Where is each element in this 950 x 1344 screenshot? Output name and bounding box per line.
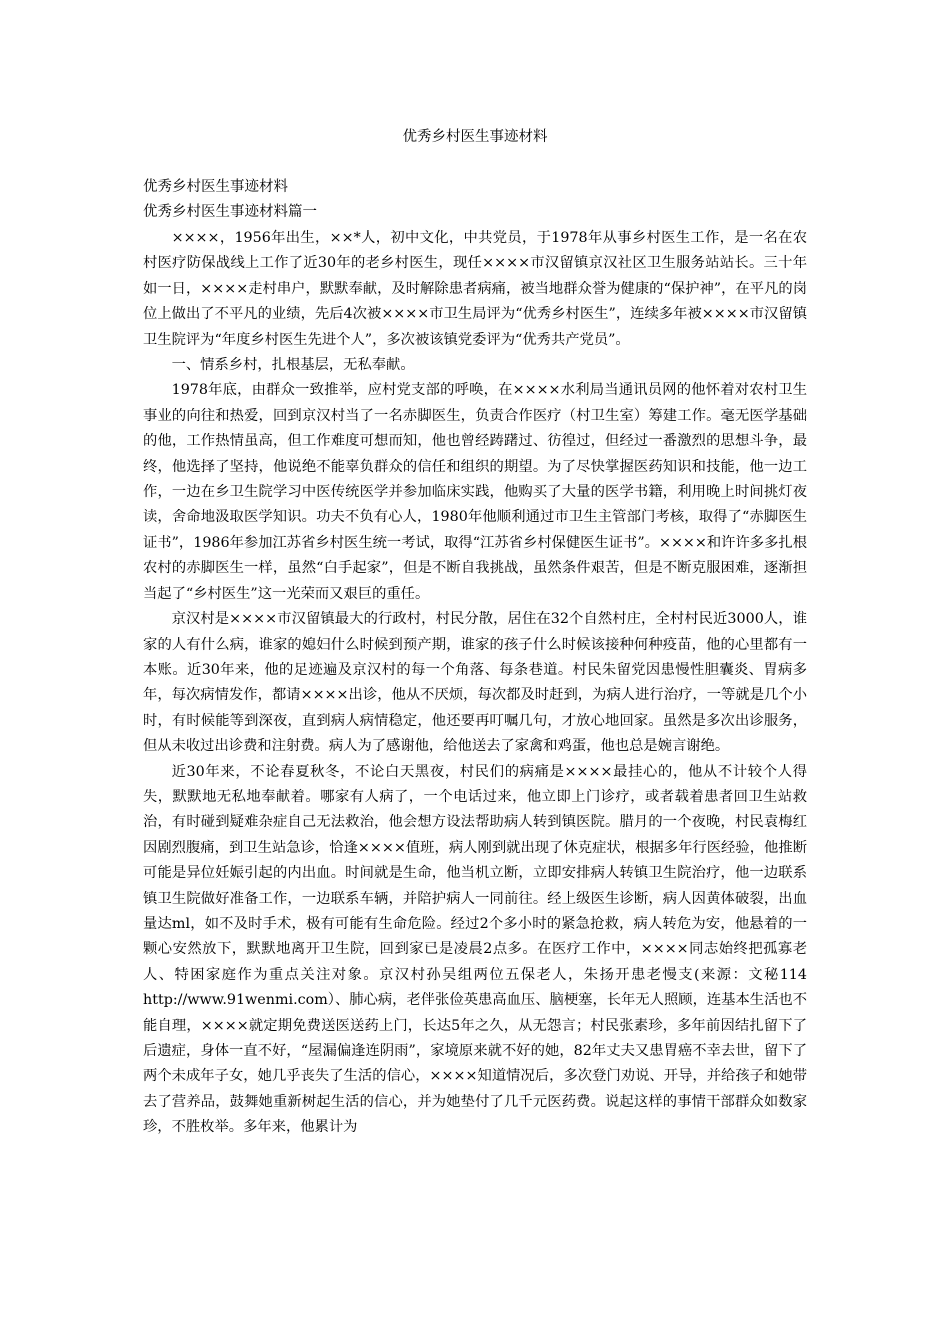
section-heading-1: 一、情系乡村，扎根基层，无私奉献。	[171, 357, 415, 374]
document-heading: 优秀乡村医生事迹材料	[143, 179, 288, 195]
paragraph-30-years: 近30年来，不论春夏秋冬，不论白天黑夜，村民们的病痛是××××最挂心的，他从不计较个人得失，默默地无私地奉献着。哪家有人病了，一个电话过来，他立即上门诊疗，或者载着患者回卫生站救治，有时碰到疑难杂症自己无法救治，他会想方设法帮助病人转到镇医院。腊月的一个夜晚，村民袁梅红因剧烈腹痛，到卫生站急诊，恰逢××××值班，病人刚到就出现了休克症状，根据多年行医经验，他推断可能是异位妊娠引起的内出血。时间就是生命，他当机立断，立即安排病人转镇卫生院治疗，他一边联系镇卫生院做好准备工作，一边联系车辆，并陪护病人一同前往。经上级医生诊断，病人因黄体破裂，出血量达ml，如不及时手术，极有可能有生命危险。经过2个多小时的紧急抢救，病人转危为安，他悬着的一颗心安然放下，默默地离开卫生院，回到家已是凌晨2点多。在医疗工作中，××××同志始终把孤寡老人、特困家庭作为重点关注对象。京汉村孙吴组两位五保老人，朱扬开患老慢支(来源：文秘114 http://www.91wenmi.com）、肺心病，老伴张俭英患高血压、脑梗塞，长年无人照顾，连基本生活也不能自理，××××就定期免费送医送药上门，长达5年之久，从无怨言；村民张素珍，多年前因结扎留下了后遗症，身体一直不好，“屋漏偏逢连阴雨”，家境原来就不好的她，82年丈夫又患胃癌不幸去世，留下了两个未成年子女，她几乎丧失了生活的信心，××××知道情况后，多次登门劝说、开导，并给孩子和她带去了营养品，鼓舞她重新树起生活的信心，并为她垫付了几千元医药费。说起这样的事情干部群众如数家珍，不胜枚举。多年来，他累计为	[143, 763, 807, 1136]
paragraph-jinghan-village: 京汉村是××××市汉留镇最大的行政村，村民分散，居住在32个自然村庄，全村村民近3000人，谁家的人有什么病，谁家的媳妇什么时候到预产期，谁家的孩子什么时候该接种何种疫苗，他的心里都有一本账。近30年来，他的足迹遍及京汉村的每一个角落、每条巷道。村民朱留党因患慢性胆囊炎、胃病多年，每次病情发作，都请××××出诊，他从不厌烦，每次都及时赶到，为病人进行治疗，一等就是几个小时，有时候能等到深夜，直到病人病情稳定，他还要再叮嘱几句，才放心地回家。虽然是多次出诊服务，但从未收过出诊费和注射费。病人为了感谢他，给他送去了家禽和鸡蛋，他也总是婉言谢绝。	[143, 611, 807, 755]
paragraph-1978: 1978年底，由群众一致推举，应村党支部的呼唤，在××××水利局当通讯员网的他怀着对农村卫生事业的向往和热爱，回到京汉村当了一名赤脚医生，负责合作医疗（村卫生室）筹建工作。毫无医学基础的他，工作热情虽高，但工作难度可想而知，他也曾经踌躇过、彷徨过，但经过一番激烈的思想斗争，最终，他选择了坚持，他说绝不能辜负群众的信任和组织的期望。为了尽快掌握医药知识和技能，他一边工作，一边在乡卫生院学习中医传统医学并参加临床实践，他购买了大量的医学书籍，利用晚上时间挑灯夜读，舍命地汲取医学知识。功夫不负有心人，1980年他顺利通过市卫生主管部门考核，取得了“赤脚医生证书”，1986年参加江苏省乡村医生统一考试，取得“江苏省乡村保健医生证书”。××××和许许多多扎根农村的赤脚医生一样，虽然“白手起家”，但是不断自我挑战，虽然条件艰苦，但是不断克服困难，逐渐担当起了“乡村医生”这一光荣而又艰巨的重任。	[143, 382, 807, 602]
document-title: 优秀乡村医生事迹材料	[402, 129, 548, 145]
document-body	[143, 226, 807, 1141]
paragraph-intro: ××××，1956年出生，××*人，初中文化，中共党员，于1978年从事乡村医生工作，是一名在农村医疗防保战线上工作了近30年的老乡村医生，现任××××市汉留镇京汉社区卫生服务站站长。三十年如一日，××××走村串户，默默奉献，及时解除患者病痛，被当地群众誉为健康的“保护神”，在平凡的岗位上做出了不平凡的业绩，先后4次被××××市卫生局评为“优秀乡村医生”，连续多年被××××市汉留镇卫生院评为“年度乡村医生先进个人”，多次被该镇党委评为“优秀共产党员”。	[143, 230, 807, 348]
document-subheading: 优秀乡村医生事迹材料篇一	[143, 204, 317, 220]
